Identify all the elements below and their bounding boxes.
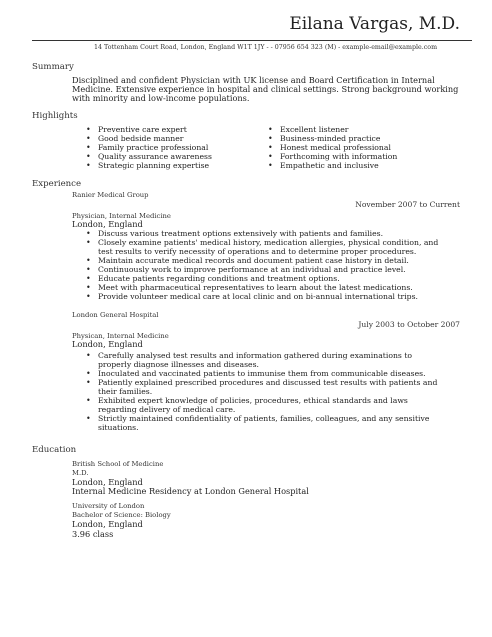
summary-text: Disciplined and confident Physician with UK license and Board Certification in Internal Medicine. Extensive experience in hospital and clinical settings. Strong background working with minority and low-income populations. <box>72 75 459 103</box>
list-item: • Carefully analysed test results and information gathered during examinations to properly diagnose illnesses and diseases. <box>72 351 444 369</box>
job-dates: November 2007 to Current <box>355 200 460 209</box>
list-item: • Closely examine patients' medical history, medication allergies, physical condition, and test results to verify necessity of operations and to determine proper procedures. <box>72 238 444 256</box>
list-item: • Preventive care expert <box>72 125 212 134</box>
experience-heading: Experience <box>32 179 82 189</box>
header-divider <box>32 40 472 41</box>
list-item: • Business-minded practice <box>254 134 397 143</box>
list-item: • Meet with pharmaceutical representatives to learn about the latest medications. <box>72 283 444 292</box>
contact-line: 14 Tottenham Court Road, London, England W1T 1JY - - 07956 654 323 (M) - example-email@example.com <box>94 44 438 51</box>
job-location: London, England <box>72 339 143 349</box>
list-item: • Honest medical professional <box>254 143 397 152</box>
school-name: British School of Medicine <box>72 460 164 468</box>
highlights-left-list <box>72 125 212 170</box>
job-position: Physican, Internal Medicine <box>72 332 169 340</box>
school-location: London, England <box>72 519 143 529</box>
list-item: • Discuss various treatment options extensively with patients and families. <box>72 229 444 238</box>
list-item: • Maintain accurate medical records and document patient case history in detail. <box>72 256 444 265</box>
list-item: • Strictly maintained confidentiality of patients, families, colleagues, and any sensitive situations. <box>72 414 444 432</box>
degree: M.D. <box>72 469 89 477</box>
list-item: • Excellent listener <box>254 125 397 134</box>
list-item: • Quality assurance awareness <box>72 152 212 161</box>
education-detail: Internal Medicine Residency at London General Hospital <box>72 486 309 496</box>
list-item: • Good bedside manner <box>72 134 212 143</box>
employer-name: London General Hospital <box>72 311 159 319</box>
highlights-heading: Highlights <box>32 111 78 121</box>
summary-heading: Summary <box>32 62 74 72</box>
job-position: Physician, Internal Medicine <box>72 212 171 220</box>
list-item: • Forthcoming with information <box>254 152 397 161</box>
school-location: London, England <box>72 477 143 487</box>
list-item: • Continuously work to improve performance at an individual and practice level. <box>72 265 444 274</box>
job-location: London, England <box>72 219 143 229</box>
job-dates: July 2003 to October 2007 <box>358 320 460 329</box>
education-detail: 3.96 class <box>72 529 114 539</box>
list-item: • Family practice professional <box>72 143 212 152</box>
list-item: • Patiently explained prescribed procedures and discussed test results with patients and their families. <box>72 378 444 396</box>
job-bullets <box>72 229 444 301</box>
list-item: • Strategic planning expertise <box>72 161 212 170</box>
list-item: • Empathetic and inclusive <box>254 161 397 170</box>
list-item: • Exhibited expert knowledge of policies, procedures, ethical standards and laws regarding delivery of medical care. <box>72 396 444 414</box>
education-heading: Education <box>32 445 77 455</box>
degree: Bachelor of Science: Biology <box>72 511 171 519</box>
highlights-right-list <box>254 125 397 170</box>
list-item: • Educate patients regarding conditions and treatment options. <box>72 274 444 283</box>
list-item: • Provide volunteer medical care at local clinic and on bi-annual international trips. <box>72 292 444 301</box>
candidate-name: Eilana Vargas, M.D. <box>289 14 460 34</box>
employer-name: Ranier Medical Group <box>72 191 149 199</box>
school-name: University of London <box>72 502 145 510</box>
list-item: • Inoculated and vaccinated patients to immunise them from communicable diseases. <box>72 369 444 378</box>
job-bullets <box>72 351 444 432</box>
